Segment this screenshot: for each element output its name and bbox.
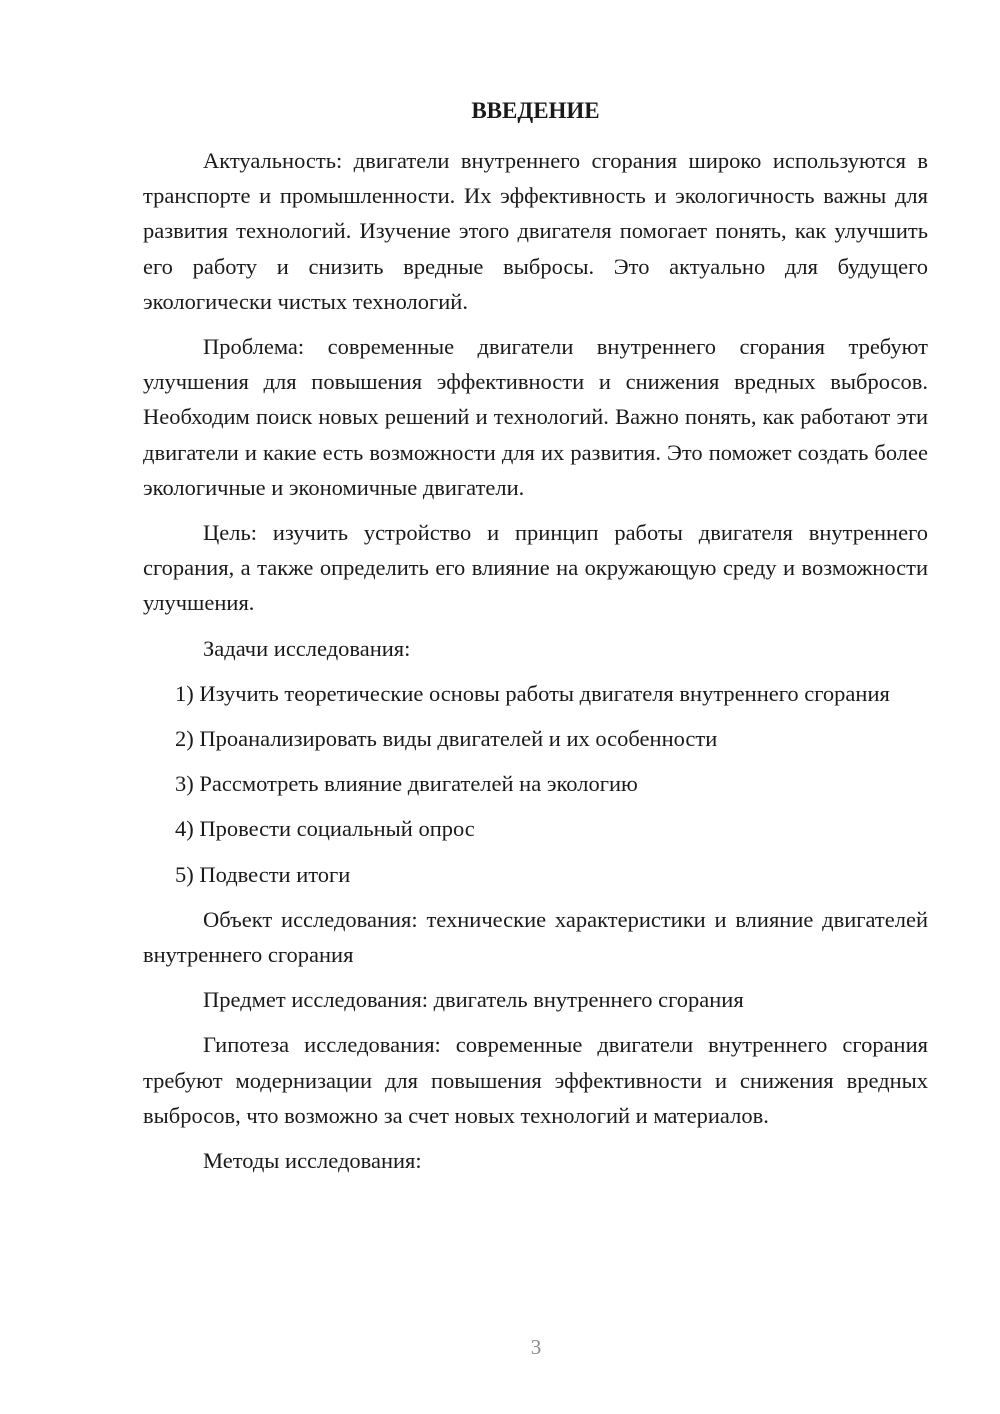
document-body: [143, 143, 928, 1188]
task-item-4: 4) Провести социальный опрос: [175, 816, 475, 842]
paragraph-problem: Проблема: современные двигатели внутреннего сгорания требуют улучшения для повышения эффективности и снижения вредных выбросов. Необходим поиск новых решений и технологий. Важно понять, как работают эти двигатели и какие есть возможности для их развития. Это поможет создать более экологичные и экономичные двигатели.: [143, 334, 928, 500]
paragraph-subject: Предмет исследования: двигатель внутреннего сгорания: [203, 987, 744, 1013]
task-item-1: 1) Изучить теоретические основы работы двигателя внутреннего сгорания: [175, 680, 890, 706]
task-item-2: 2) Проанализировать виды двигателей и их особенности: [175, 726, 718, 752]
page-number: 3: [530, 1335, 542, 1359]
paragraph-relevance: Актуальность: двигатели внутреннего сгорания широко используются в транспорте и промышленности. Их эффективность и экологичность важны для развития технологий. Изучение этого двигателя помогает понять, как улучшить его работу и снизить вредные выбросы. Это актуально для будущего экологически чистых технологий.: [143, 148, 928, 314]
paragraph-hypothesis: Гипотеза исследования: современные двигатели внутреннего сгорания требуют модернизации для повышения эффективности и снижения вредных выбросов, что возможно за счет новых технологий и материалов.: [143, 1032, 928, 1128]
task-item-3: 3) Рассмотреть влияние двигателей на экологию: [175, 771, 638, 797]
paragraph-goal: Цель: изучить устройство и принцип работы двигателя внутреннего сгорания, а также определить его влияние на окружающую среду и возможности улучшения.: [143, 520, 928, 616]
paragraph-tasks-heading: Задачи исследования:: [203, 635, 411, 661]
page-title: ВВЕДЕНИЕ: [471, 98, 600, 123]
task-item-5: 5) Подвести итоги: [175, 861, 351, 887]
paragraph-methods: Методы исследования:: [203, 1148, 422, 1174]
paragraph-object: Объект исследования: технические характеристики и влияние двигателей внутреннего сгорания: [143, 906, 928, 968]
